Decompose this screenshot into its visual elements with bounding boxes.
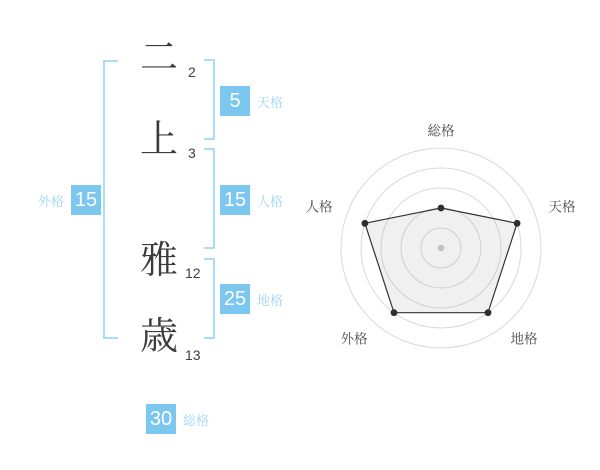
stroke-count-1: 2 — [188, 64, 196, 80]
chikaku-value-badge: 25 — [220, 284, 250, 314]
radar-data-point — [362, 220, 369, 227]
name-char-3: 雅 — [139, 240, 178, 282]
stroke-count-3: 12 — [185, 265, 201, 281]
name-char-4: 歳 — [139, 316, 178, 358]
radar-axis-label: 地格 — [510, 331, 538, 347]
tenkaku-label: 天格 — [257, 94, 284, 110]
radar-axis-label: 総格 — [427, 123, 455, 139]
radar-axis-label: 人格 — [305, 199, 333, 215]
gaikaku-label: 外格 — [38, 193, 65, 209]
jinkaku-label: 人格 — [257, 193, 284, 209]
name-char-2: 上 — [139, 119, 178, 161]
soukaku-label: 総格 — [183, 412, 210, 428]
radar-data-point — [514, 220, 521, 227]
jinkaku-value-badge: 15 — [220, 185, 250, 215]
radar-data-point — [438, 205, 445, 212]
name-char-1: 二 — [139, 37, 178, 79]
radar-axis-label: 外格 — [340, 331, 368, 347]
radar-data-polygon — [365, 208, 517, 313]
soukaku-value-badge: 30 — [146, 404, 176, 434]
stroke-count-2: 3 — [188, 145, 196, 161]
radar-data-point — [485, 309, 492, 316]
radar-data-point — [391, 309, 398, 316]
radar-axis-label: 天格 — [548, 199, 576, 215]
chikaku-label: 地格 — [257, 292, 284, 308]
tenkaku-value-badge: 5 — [220, 86, 250, 116]
stroke-count-4: 13 — [185, 347, 201, 363]
gaikaku-value-badge: 15 — [71, 185, 101, 215]
